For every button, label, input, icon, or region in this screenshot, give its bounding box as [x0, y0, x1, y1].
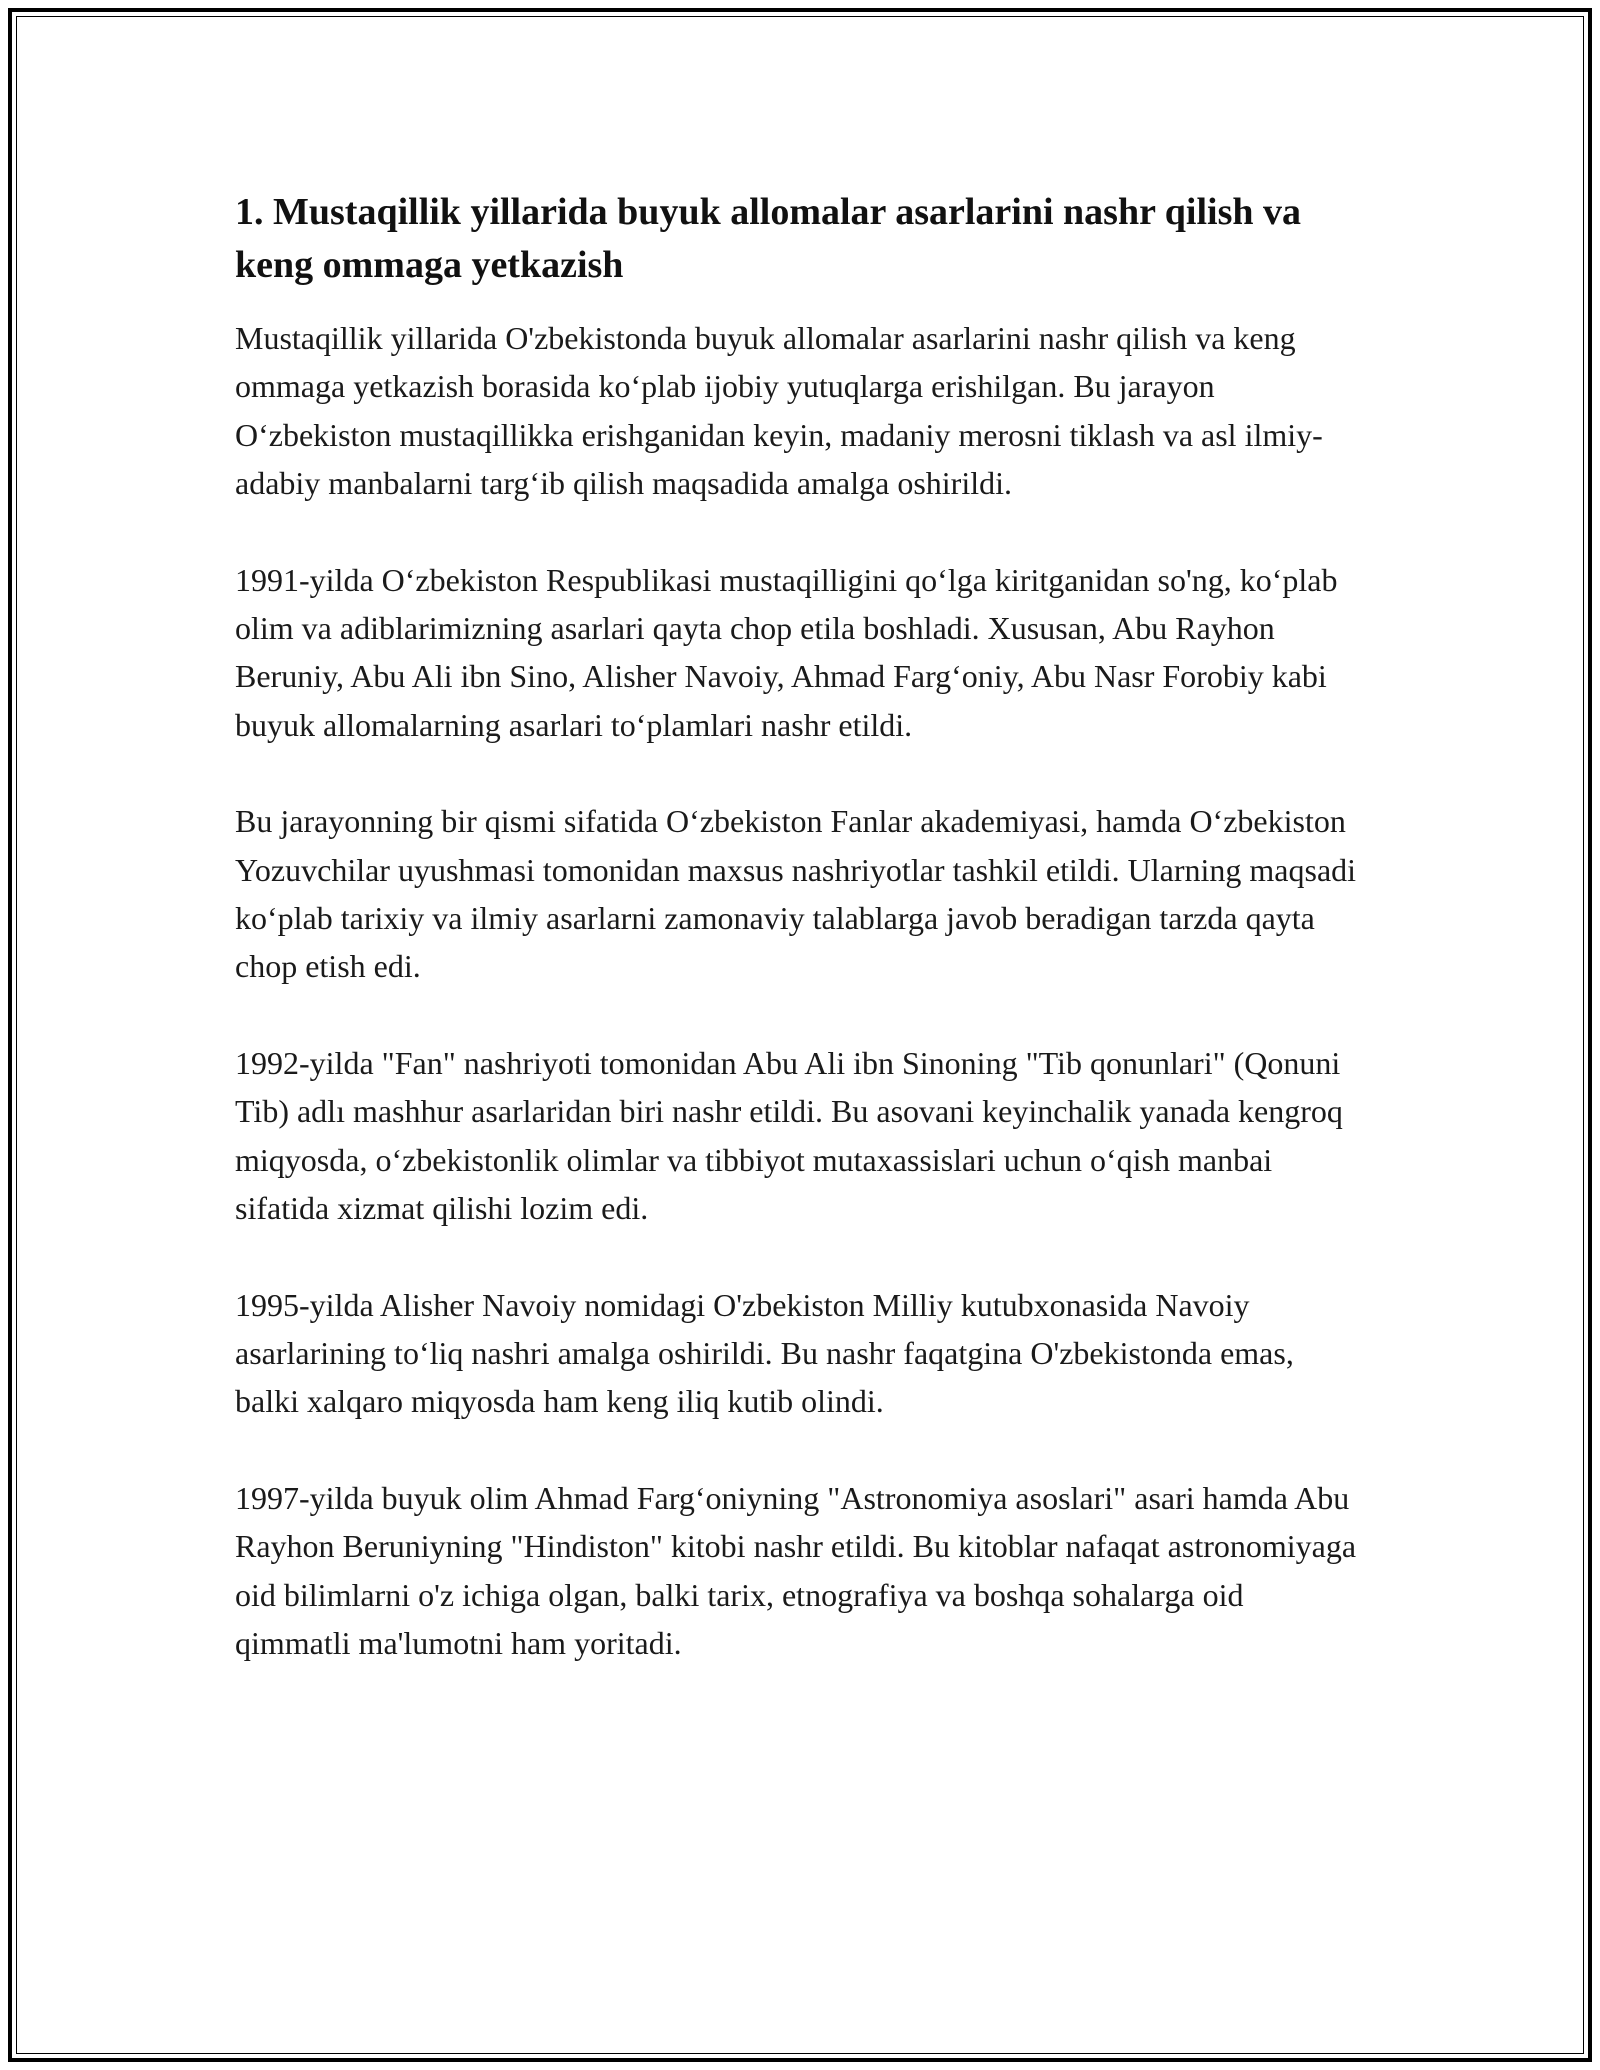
paragraph-1997: 1997-yilda buyuk olim Ahmad Farg‘oniyning "Astronomiya asoslari" asari hamda Abu Rayhon Beruniyning "Hindiston" kitobi nashr etildi. Bu kitoblar nafaqat astronomiyaga oid bilimlarni o'z ichiga olgan, balki tarix, etnografiya va boshqa sohalarga oid qimmatli ma'lumotni ham yoritadi.: [235, 1479, 1357, 1661]
paragraph-intro: Mustaqillik yillarida O'zbekistonda buyuk allomalar asarlarini nashr qilish va keng ommaga yetkazish borasida ko‘plab ijobiy yutuqlarga erishilgan. Bu jarayon O‘zbekiston mustaqillikka erishganidan keyin, madaniy merosni tiklash va asl ilmiy-adabiy manbalarni targ‘ib qilish maqsadida amalga oshirildi.: [235, 320, 1323, 502]
document-body: [235, 186, 1365, 1715]
paragraph-1992: 1992-yilda "Fan" nashriyoti tomonidan Abu Ali ibn Sinoning "Tib qonunlari" (Qonuni Tib) adlı mashhur asarlaridan biri nashr etildi. Bu asovani keyinchalik yanada kengroq miqyosda, o‘zbekistonlik olimlar va tibbiyot mutaxassislari uchun o‘qish manbai sifatida xizmat qilishi lozim edi.: [235, 1044, 1343, 1227]
paragraph-1995: 1995-yilda Alisher Navoiy nomidagi O'zbekiston Milliy kutubxonasida Navoiy asarlarining to‘liq nashri amalga oshirildi. Bu nashr faqatgina O'zbekistonda emas, balki xalqaro miqyosda ham keng iliq kutib olindi.: [235, 1286, 1294, 1420]
paragraph-academy: Bu jarayonning bir qismi sifatida O‘zbekiston Fanlar akademiyasi, hamda O‘zbekiston Yozuvchilar uyushmasi tomonidan maxsus nashriyotlar tashkil etildi. Ularning maqsadi ko‘plab tarixiy va ilmiy asarlarni zamonaviy talablarga javob beradigan tarzda qayta chop etish edi.: [235, 803, 1357, 985]
section-heading: 1. Mustaqillik yillarida buyuk allomalar asarlarini nashr qilish va keng ommaga yetkazish: [235, 191, 1302, 286]
paragraph-1991: 1991-yilda O‘zbekiston Respublikasi mustaqilligini qo‘lga kiritganidan so'ng, ko‘plab olim va adiblarimizning asarlari qayta chop etila boshladi. Xususan, Abu Rayhon Beruniy, Abu Ali ibn Sino, Alisher Navoiy, Ahmad Farg‘oniy, Abu Nasr Forobiy kabi buyuk allomalarning asarlari to‘plamlari nashr etildi.: [235, 561, 1338, 743]
